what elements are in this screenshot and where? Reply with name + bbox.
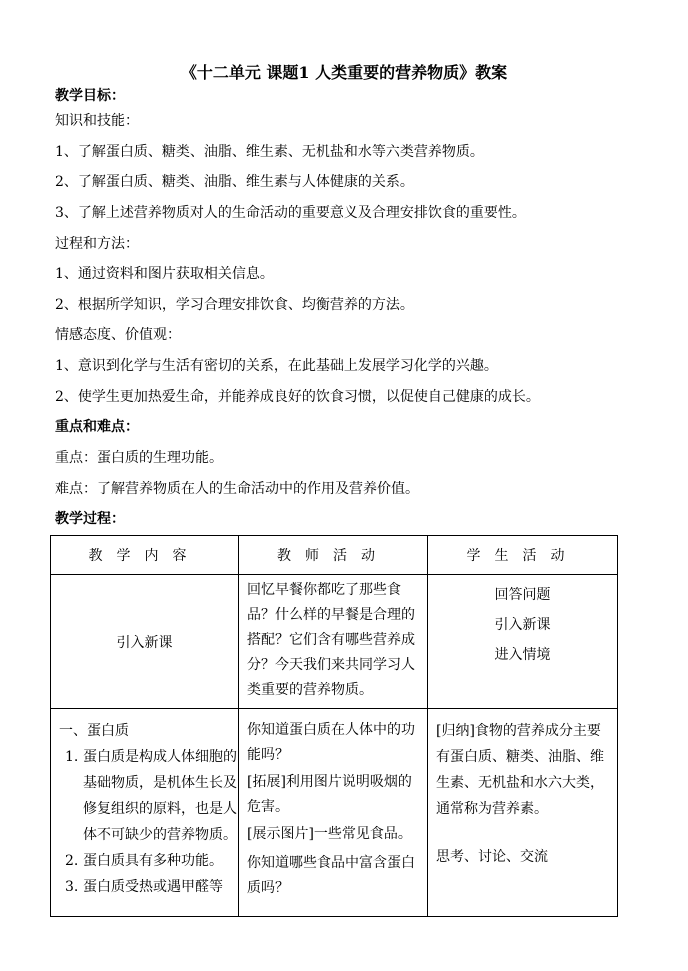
table-row <box>51 575 618 709</box>
student-activity: 进入情境 <box>494 647 551 663</box>
row2-content <box>51 709 239 917</box>
teacher-activity: 你知道蛋白质在人体中的功能吗？ <box>247 722 415 763</box>
section-title: 一、蛋白质 <box>59 723 129 739</box>
student-activity: [归纳]食物的营养成分主要有蛋白质、糖类、油脂、维生素、无机盐和水六大类，通常称为营养素。 <box>436 723 604 817</box>
row1-teacher: 回忆早餐你都吃了那些食品？什么样的早餐是合理的搭配？它们含有哪些营养成分？今天我们来共同学习人类重要的营养物质。 <box>239 575 428 709</box>
attitude-label: 情感态度、价值观： <box>55 327 181 343</box>
content-list <box>51 744 238 900</box>
process-label: 过程和方法： <box>55 236 139 252</box>
header-student: 学生活动 <box>428 536 618 575</box>
attitude-item: 2、使学生更加热爱生命，并能养成良好的饮食习惯，以促使自己健康的成长。 <box>55 389 540 405</box>
knowledge-label: 知识和技能： <box>55 113 139 129</box>
document-title: 《十二单元 课题1 人类重要的营养物质》教案 <box>180 63 508 82</box>
student-activity: 思考、讨论、交流 <box>436 849 548 865</box>
row2-student <box>428 709 618 917</box>
teacher-activity: [拓展]利用图片说明吸烟的危害。 <box>247 774 412 815</box>
objectives-heading: 教学目标： <box>55 88 125 104</box>
list-item: 3. 蛋白质受热或遇甲醛等 <box>65 879 223 895</box>
teacher-activity: 你知道哪些食品中富含蛋白质吗？ <box>247 855 415 896</box>
list-item: 2. 蛋白质具有多种功能。 <box>65 853 223 869</box>
list-item: 1. 蛋白质是构成人体细胞的基础物质，是机体生长及修复组织的原料，也是人体不可缺少的营养物质。 <box>65 749 237 843</box>
attitude-item: 1、意识到化学与生活有密切的关系，在此基础上发展学习化学的兴趣。 <box>55 358 498 374</box>
knowledge-item: 1、了解蛋白质、糖类、油脂、维生素、无机盐和水等六类营养物质。 <box>55 144 484 160</box>
row2-teacher <box>239 709 428 917</box>
table-header-row <box>51 536 618 575</box>
teacher-activity: [展示图片]一些常见食品。 <box>247 826 412 842</box>
process-item: 2、根据所学知识，学习合理安排饮食、均衡营养的方法。 <box>55 297 414 313</box>
row1-student <box>428 575 618 709</box>
header-content: 教学内容 <box>51 536 239 575</box>
process-heading: 教学过程： <box>55 511 125 527</box>
process-item: 1、通过资料和图片获取相关信息。 <box>55 266 274 282</box>
teaching-process-table <box>50 535 618 917</box>
knowledge-item: 2、了解蛋白质、糖类、油脂、维生素与人体健康的关系。 <box>55 174 414 190</box>
key-points-heading: 重点和难点： <box>55 419 139 435</box>
header-teacher: 教师活动 <box>239 536 428 575</box>
table-row <box>51 709 618 917</box>
student-activity: 回答问题 <box>494 587 551 603</box>
knowledge-item: 3、了解上述营养物质对人的生命活动的重要意义及合理安排饮食的重要性。 <box>55 205 526 221</box>
student-activity: 引入新课 <box>494 617 551 633</box>
key-point-focus: 重点：蛋白质的生理功能。 <box>55 450 223 466</box>
key-point-difficulty: 难点：了解营养物质在人的生命活动中的作用及营养价值。 <box>55 481 419 497</box>
row1-content: 引入新课 <box>51 575 239 709</box>
